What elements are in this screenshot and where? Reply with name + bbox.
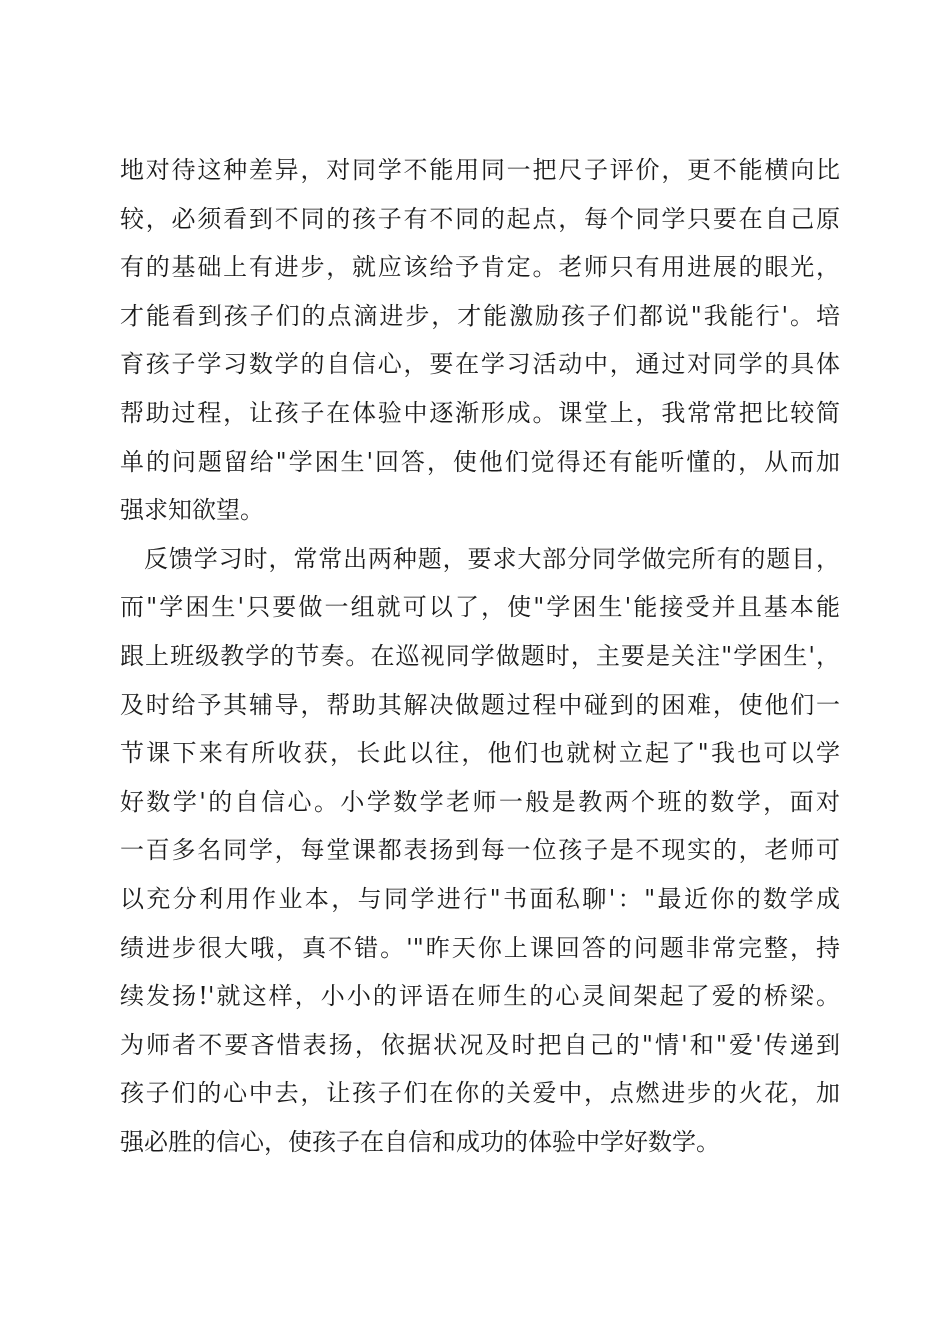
text-line: 节课下来有所收获，长此以往，他们也就树立起了"我也可以学 bbox=[120, 739, 840, 768]
text-line: 帮助过程，让孩子在体验中逐渐形成。课堂上，我常常把比较简 bbox=[120, 398, 840, 427]
text-line: 孩子们的心中去，让孩子们在你的关爱中，点燃进步的火花，加 bbox=[120, 1079, 840, 1108]
text-line: 续发扬!'就这样，小小的评语在师生的心灵间架起了爱的桥梁。 bbox=[120, 982, 840, 1011]
text-line: 强求知欲望。 bbox=[120, 496, 264, 525]
text-line: 而"学困生'只要做一组就可以了，使"学困生'能接受并且基本能 bbox=[120, 593, 840, 622]
text-line: 跟上班级教学的节奏。在巡视同学做题时，主要是关注"学困生'， bbox=[120, 641, 840, 670]
text-line: 育孩子学习数学的自信心，要在学习活动中，通过对同学的具体 bbox=[120, 350, 840, 379]
text-line: 绩进步很大哦，真不错。'"昨天你上课回答的问题非常完整，持 bbox=[120, 933, 840, 962]
text-line: 强必胜的信心，使孩子在自信和成功的体验中学好数学。 bbox=[120, 1127, 720, 1156]
body-text bbox=[120, 146, 840, 1166]
text-line: 才能看到孩子们的点滴进步，才能激励孩子们都说"我能行'。培 bbox=[120, 301, 840, 330]
text-line: 反馈学习时，常常出两种题，要求大部分同学做完所有的题目， bbox=[144, 544, 840, 573]
text-line: 单的问题留给"学困生'回答，使他们觉得还有能听懂的，从而加 bbox=[120, 447, 840, 476]
text-line: 地对待这种差异，对同学不能用同一把尺子评价，更不能横向比 bbox=[120, 156, 840, 184]
text-line: 一百多名同学，每堂课都表扬到每一位孩子是不现实的，老师可 bbox=[120, 836, 840, 865]
text-line: 为师者不要吝惜表扬，依据状况及时把自己的"情'和"爱'传递到 bbox=[120, 1030, 840, 1059]
text-line: 及时给予其辅导，帮助其解决做题过程中碰到的困难，使他们一 bbox=[120, 690, 840, 719]
text-line: 以充分利用作业本，与同学进行"书面私聊'："最近你的数学成 bbox=[120, 884, 840, 913]
text-line: 较，必须看到不同的孩子有不同的起点，每个同学只要在自己原 bbox=[120, 204, 840, 233]
text-line: 好数学'的自信心。小学数学老师一般是教两个班的数学，面对 bbox=[120, 787, 840, 816]
text-line: 有的基础上有进步，就应该给予肯定。老师只有用进展的眼光， bbox=[120, 253, 840, 282]
